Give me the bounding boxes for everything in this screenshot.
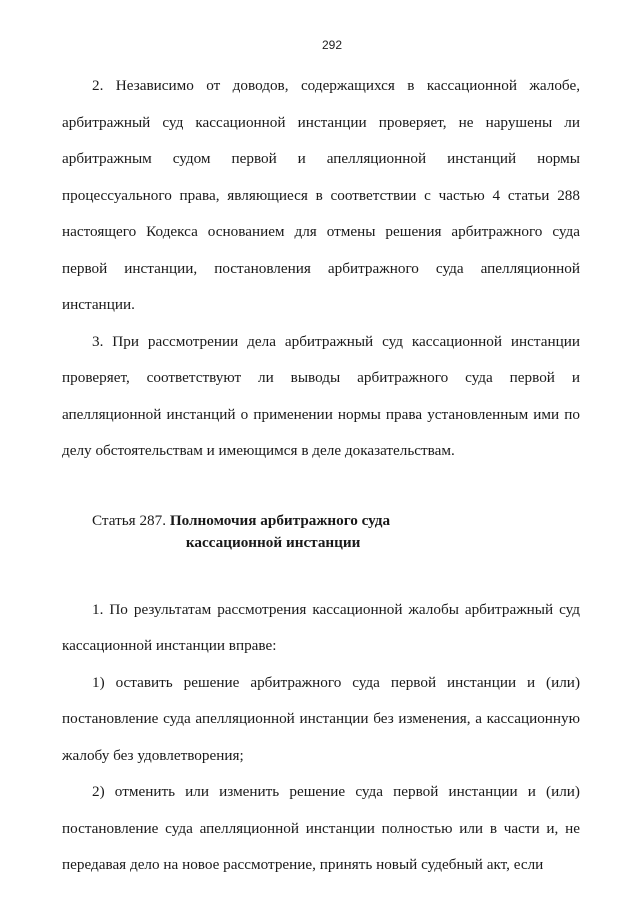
article-paragraph-1: 1. По результатам рассмотрения кассационной жалобы арбитражный суд кассационной инстанции вправе:: [62, 600, 580, 654]
article-item-2: 2) отменить или изменить решение суда первой инстанции и (или) постановление суда апелляционной инстанции полностью или в части и, не передавая дело на новое рассмотрение, принять новый судебный акт, если: [62, 783, 580, 873]
article-title-line-1: Полномочия арбитражного суда: [169, 511, 391, 529]
page-content: [62, 68, 580, 884]
paragraph-2: 2. Независимо от доводов, содержащихся в кассационной жалобе, арбитражный суд кассационной инстанции проверяет, не нарушены ли арбитражным судом первой и апелляционной инстанций нормы процессуального права, являющиеся в соответствии с частью 4 статьи 288 настоящего Кодекса основанием для отмены решения арбитражного суда первой инстанции, постановления арбитражного суда апелляционной инстанции.: [62, 77, 580, 313]
article-title-line-2: кассационной инстанции: [185, 533, 361, 551]
paragraph-3: 3. При рассмотрении дела арбитражный суд кассационной инстанции проверяет, соответствуют ли выводы арбитражного суда первой и апелляционной инстанций о применении нормы права установленным ими по делу обстоятельствам и имеющимся в деле доказательствам.: [62, 332, 580, 459]
article-heading: [92, 510, 580, 554]
page-number: 292: [321, 38, 343, 52]
article-label: Статья 287.: [92, 511, 170, 529]
article-item-1: 1) оставить решение арбитражного суда первой инстанции и (или) постановление суда апелляционной инстанции без изменения, а кассационную жалобу без удовлетворения;: [62, 673, 580, 764]
